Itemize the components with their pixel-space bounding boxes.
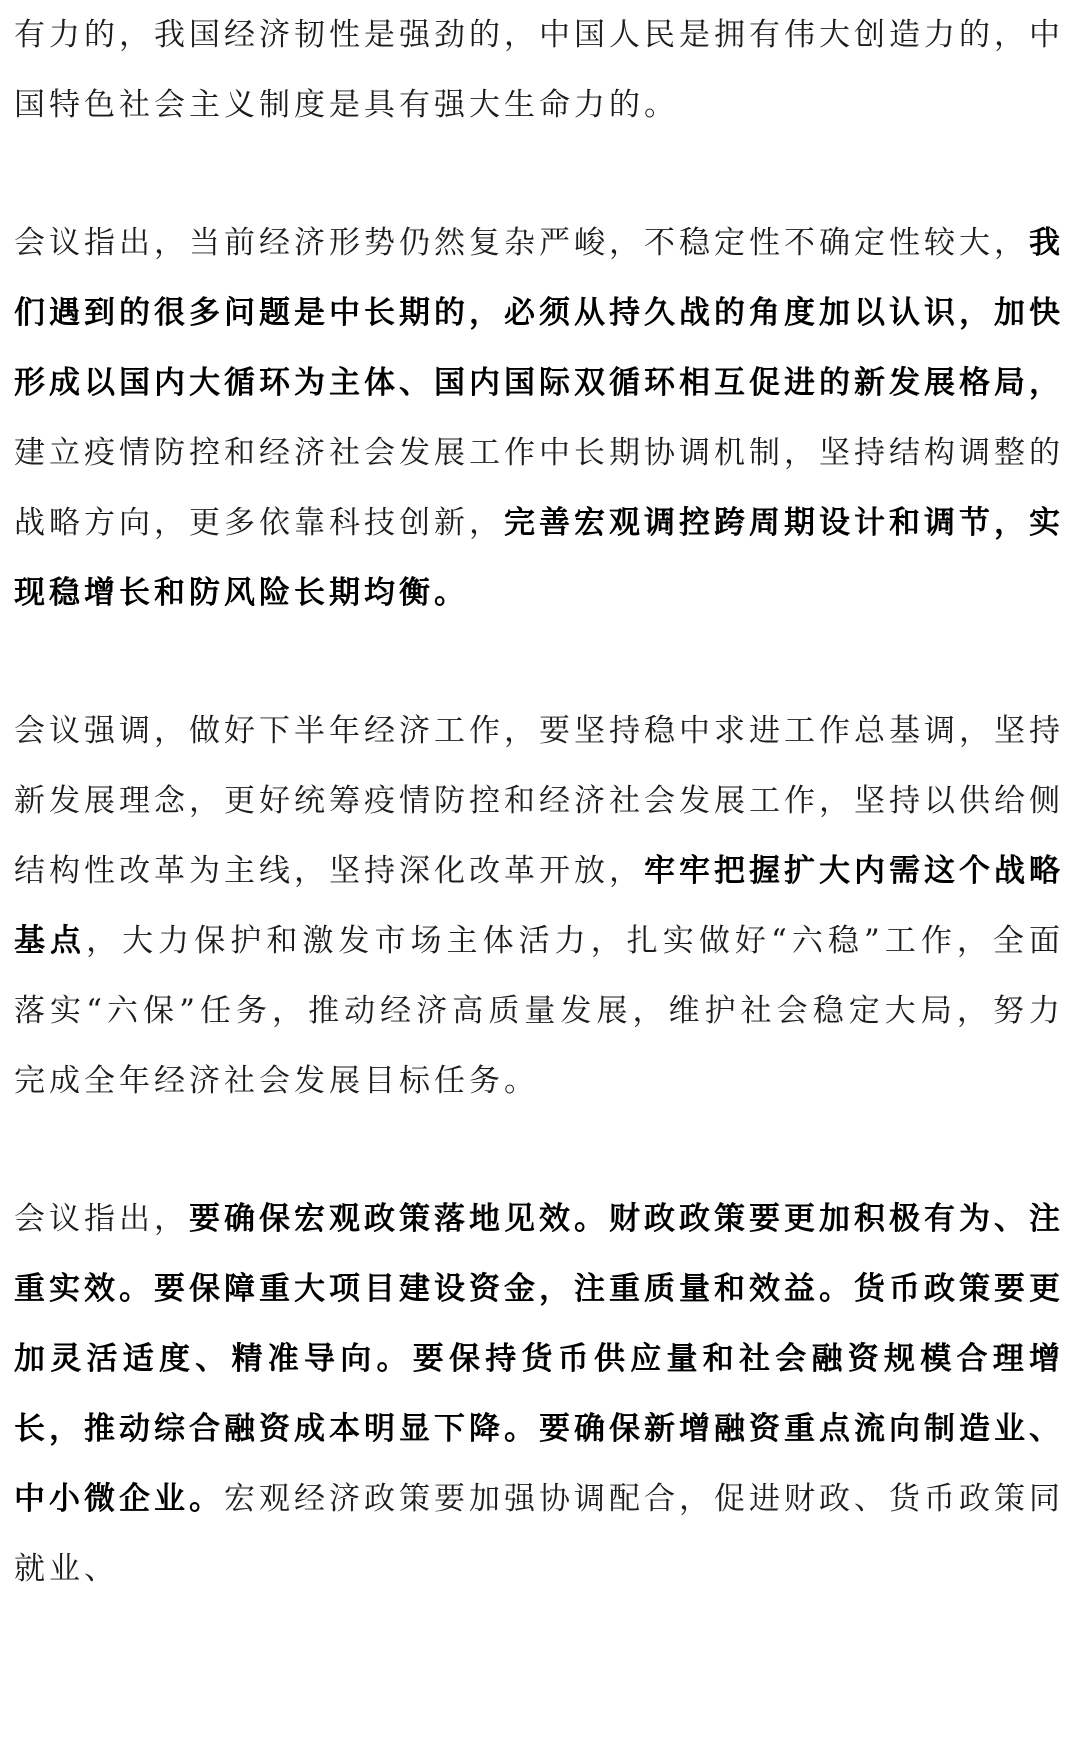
paragraph-2-segment-2-bold: 我们遇到的很多问题是中长期的，必须从持久战的角度加以认识，加快形成以国内大循环为主体、国内国际双循环相互促进的新发展格局， [14, 225, 1064, 401]
paragraph-1-segment-1: 有力的，我国经济韧性是强劲的，中国人民是拥有伟大创造力的，中国特色社会主义制度是具有强大生命力的。 [14, 17, 1064, 123]
paragraph-3-segment-1: 会议强调，做好下半年经济工作，要坚持稳中求进工作总基调，坚持新发展理念，更好统筹疫情防控和经济社会发展工作，坚持以供给侧结构性改革为主线，坚持深化改革开放， [14, 713, 1064, 889]
paragraph-4-segment-2-bold: 要确保宏观政策落地见效。财政政策要更加积极有为、注重实效。要保障重大项目建设资金，注重质量和效益。货币政策要更加灵活适度、精准导向。要保持货币供应量和社会融资规模合理增长，推动综合融资成本明显下降。要确保新增融资重点流向制造业、中小微企业。 [14, 1201, 1064, 1517]
paragraph-2-segment-3: 建立疫情防控和经济社会发展工作中长期协调机制，坚持结构调整的战略方向，更多依靠科技创新， [14, 435, 1064, 541]
paragraph-4-segment-3: 宏观经济政策要加强协调配合，促进财政、货币政策同就业、 [14, 1481, 1064, 1587]
paragraph-4-segment-1: 会议指出， [14, 1201, 189, 1237]
paragraph-4 [14, 1184, 1064, 1604]
paragraph-3-segment-3: ，大力保护和激发市场主体活力，扎实做好“六稳”工作，全面落实“六保”任务，推动经济高质量发展，维护社会稳定大局，努力完成全年经济社会发展目标任务。 [14, 923, 1064, 1099]
paragraph-3 [14, 696, 1064, 1116]
paragraph-2-segment-4-bold: 完善宏观调控跨周期设计和调节，实现稳增长和防风险长期均衡。 [14, 505, 1064, 611]
article-body [14, 0, 1064, 1604]
paragraph-2-segment-1: 会议指出，当前经济形势仍然复杂严峻，不稳定性不确定性较大， [14, 225, 1029, 261]
paragraph-3-segment-2-bold: 牢牢把握扩大内需这个战略基点 [14, 853, 1064, 959]
paragraph-2 [14, 208, 1064, 628]
paragraph-1 [14, 0, 1064, 140]
